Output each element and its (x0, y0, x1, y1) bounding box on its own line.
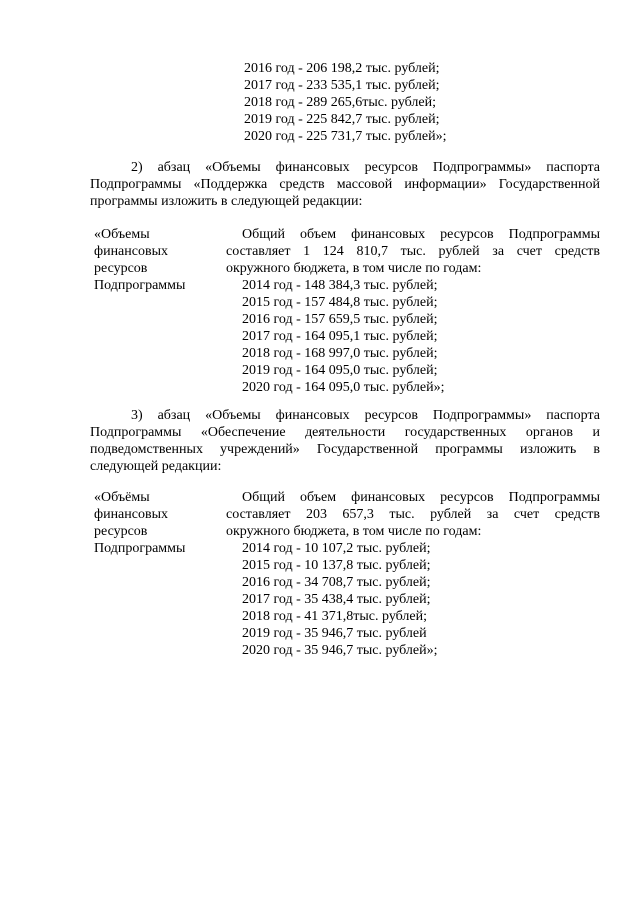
year-line: 2019 год - 164 095,0 тыс. рублей; (242, 363, 438, 378)
paragraph-line: программы изложить в следующей редакции: (90, 194, 363, 209)
resources-block-2 (94, 226, 602, 406)
label-line: Подпрограммы (94, 541, 186, 556)
year-line: 2017 год - 35 438,4 тыс. рублей; (242, 592, 431, 607)
year-line: 2014 год - 10 107,2 тыс. рублей; (242, 541, 431, 556)
paragraph-line: подведомственных учреждений» Государственной программы изложить в (90, 442, 600, 457)
label-line: финансовых (94, 244, 168, 259)
label-line: финансовых (94, 507, 168, 522)
label-line: Подпрограммы (94, 278, 186, 293)
top-year-list (244, 60, 447, 145)
year-line: 2017 год - 164 095,1 тыс. рублей; (242, 329, 438, 344)
year-line: 2018 год - 289 265,6тыс. рублей; (244, 95, 437, 110)
block-label (94, 489, 214, 557)
paragraph-3 (90, 407, 600, 475)
paragraph-line: 2) абзац «Объемы финансовых ресурсов Подпрограммы» паспорта (131, 160, 600, 175)
label-line: «Объемы (94, 227, 150, 242)
resources-block-3 (94, 489, 602, 669)
year-line: 2020 год - 225 731,7 тыс. рублей»; (244, 129, 447, 144)
label-line: ресурсов (94, 524, 148, 539)
block-year-list (242, 277, 445, 396)
block-year-list (242, 540, 438, 659)
block-label (94, 226, 214, 294)
year-line: 2018 год - 168 997,0 тыс. рублей; (242, 346, 438, 361)
desc-line: окружного бюджета, в том числе по годам: (226, 524, 482, 539)
label-line: ресурсов (94, 261, 148, 276)
desc-line: окружного бюджета, в том числе по годам: (226, 261, 482, 276)
year-line: 2016 год - 206 198,2 тыс. рублей; (244, 61, 440, 76)
year-line: 2016 год - 157 659,5 тыс. рублей; (242, 312, 438, 327)
desc-line: составляет 1 124 810,7 тыс. рублей за счет средств (226, 244, 600, 259)
year-line: 2015 год - 10 137,8 тыс. рублей; (242, 558, 431, 573)
desc-line: составляет 203 657,3 тыс. рублей за счет средств (226, 507, 600, 522)
year-line: 2019 год - 225 842,7 тыс. рублей; (244, 112, 440, 127)
block-description (226, 226, 600, 277)
year-line: 2017 год - 233 535,1 тыс. рублей; (244, 78, 440, 93)
year-line: 2014 год - 148 384,3 тыс. рублей; (242, 278, 438, 293)
year-line: 2018 год - 41 371,8тыс. рублей; (242, 609, 428, 624)
year-line: 2020 год - 35 946,7 тыс. рублей»; (242, 643, 438, 658)
label-line: «Объёмы (94, 490, 150, 505)
year-line: 2019 год - 35 946,7 тыс. рублей (242, 626, 427, 641)
desc-line: Общий объем финансовых ресурсов Подпрограммы (242, 227, 600, 242)
paragraph-2 (90, 159, 600, 210)
paragraph-line: Подпрограммы «Поддержка средств массовой информации» Государственной (90, 177, 600, 192)
paragraph-line: 3) абзац «Объемы финансовых ресурсов Подпрограммы» паспорта (131, 408, 600, 423)
year-line: 2020 год - 164 095,0 тыс. рублей»; (242, 380, 445, 395)
year-line: 2015 год - 157 484,8 тыс. рублей; (242, 295, 438, 310)
block-description (226, 489, 600, 540)
year-line: 2016 год - 34 708,7 тыс. рублей; (242, 575, 431, 590)
desc-line: Общий объем финансовых ресурсов Подпрограммы (242, 490, 600, 505)
paragraph-line: Подпрограммы «Обеспечение деятельности государственных органов и (90, 425, 600, 440)
paragraph-line: следующей редакции: (90, 459, 222, 474)
